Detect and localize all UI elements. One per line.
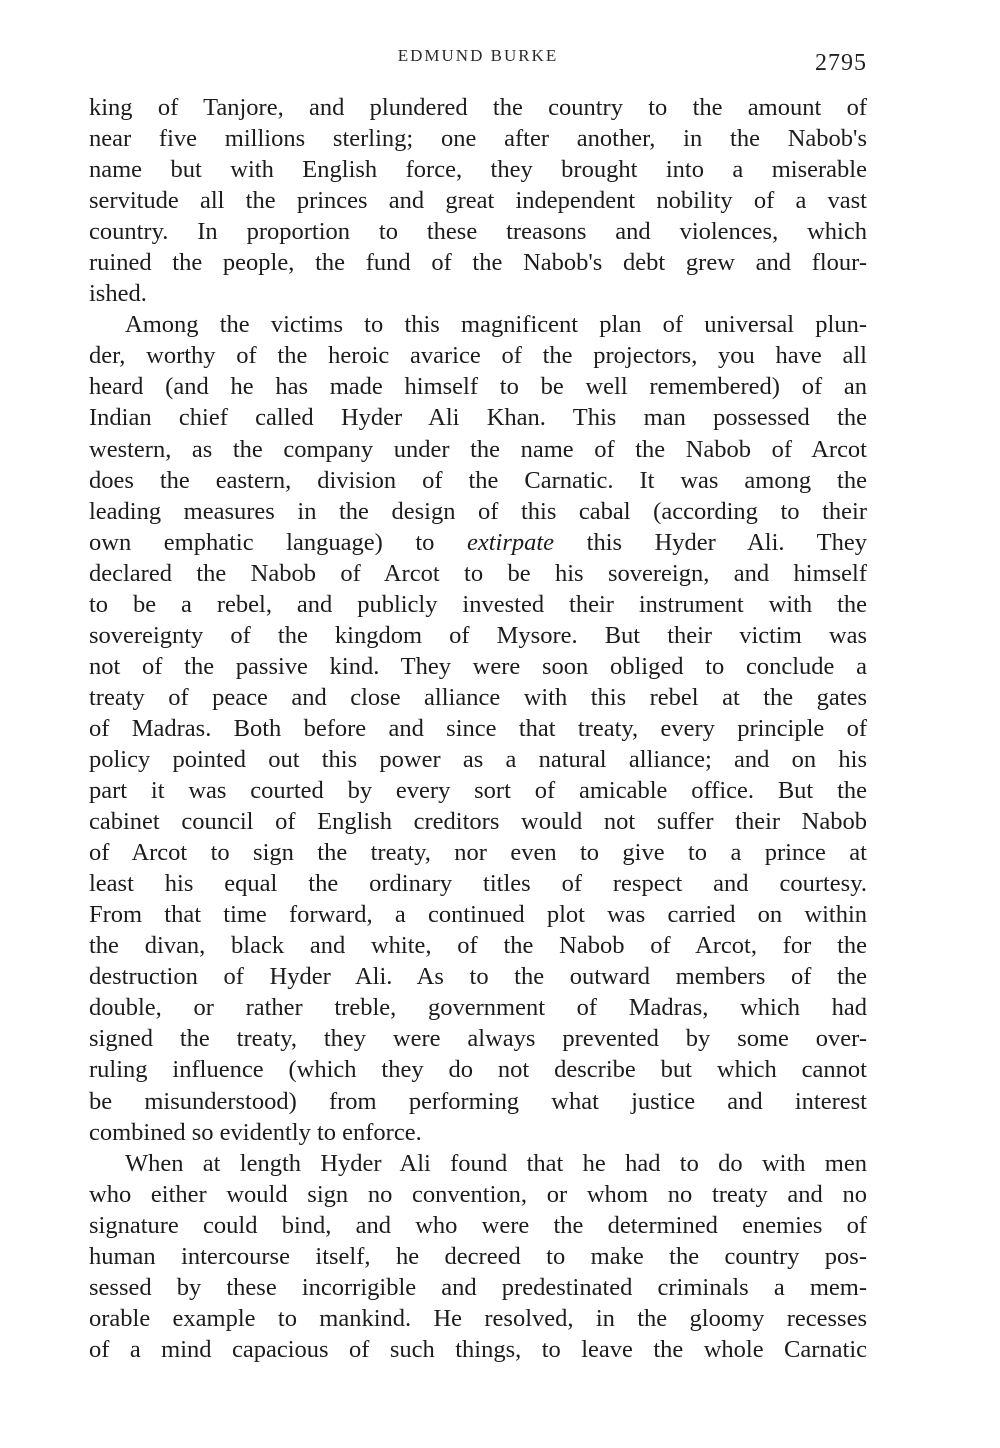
- text-line: leading measures in the design of this cabal (according to their: [89, 497, 867, 525]
- running-head: [89, 44, 867, 74]
- text-segment: this Hyder Ali. They: [554, 528, 867, 556]
- text-line: signed the treaty, they were always prevented by some over-: [89, 1025, 867, 1053]
- text-line: human intercourse itself, he decreed to make the country pos-: [89, 1242, 867, 1270]
- text-line: Indian chief called Hyder Ali Khan. This man possessed the: [89, 404, 867, 432]
- paragraph-3: [89, 1148, 867, 1365]
- paragraph-1: [89, 92, 867, 309]
- body-text: [89, 92, 867, 1365]
- text-line: be misunderstood) from performing what justice and interest: [89, 1087, 867, 1115]
- text-line: cabinet council of English creditors would not suffer their Nabob: [89, 808, 867, 836]
- text-line: who either would sign no convention, or whom no treaty and no: [89, 1180, 867, 1208]
- text-line: From that time forward, a continued plot was carried on within: [89, 901, 867, 929]
- text-line: combined so evidently to enforce.: [89, 1118, 422, 1146]
- text-line: does the eastern, division of the Carnatic. It was among the: [89, 466, 867, 494]
- text-segment: own emphatic language) to: [89, 528, 467, 556]
- text-line: policy pointed out this power as a natural alliance; and on his: [89, 745, 867, 773]
- text-line: declared the Nabob of Arcot to be his sovereign, and himself: [89, 559, 867, 587]
- text-line: of Madras. Both before and since that treaty, every principle of: [89, 714, 867, 742]
- text-line: treaty of peace and close alliance with this rebel at the gates: [89, 683, 867, 711]
- text-line: der, worthy of the heroic avarice of the projectors, you have all: [89, 342, 867, 370]
- text-line: destruction of Hyder Ali. As to the outward members of the: [89, 963, 867, 991]
- text-line-with-emphasis: [89, 527, 867, 558]
- text-line: When at length Hyder Ali found that he had to do with men: [125, 1149, 867, 1177]
- text-line: to be a rebel, and publicly invested their instrument with the: [89, 590, 867, 618]
- text-line: ished.: [89, 280, 147, 308]
- text-line: Among the victims to this magnificent plan of universal plun-: [125, 311, 867, 339]
- text-line: of Arcot to sign the treaty, nor even to give to a prince at: [89, 839, 867, 867]
- text-line: near five millions sterling; one after another, in the Nabob's: [89, 125, 867, 153]
- text-line: sessed by these incorrigible and predestinated criminals a mem-: [89, 1273, 867, 1301]
- page-number: 2795: [815, 50, 867, 76]
- text-line: the divan, black and white, of the Nabob of Arcot, for the: [89, 932, 867, 960]
- text-line: ruined the people, the fund of the Nabob's debt grew and flour-: [89, 249, 867, 277]
- text-line: not of the passive kind. They were soon obliged to conclude a: [89, 652, 867, 680]
- text-line: orable example to mankind. He resolved, in the gloomy recesses: [89, 1304, 867, 1332]
- text-line: sovereignty of the kingdom of Mysore. But their victim was: [89, 621, 867, 649]
- text-line: king of Tanjore, and plundered the country to the amount of: [89, 94, 867, 121]
- text-line: servitude all the princes and great independent nobility of a vast: [89, 187, 867, 215]
- text-line: of a mind capacious of such things, to leave the whole Carnatic: [89, 1335, 867, 1363]
- emphasized-word: extirpate: [466, 528, 555, 556]
- text-line: least his equal the ordinary titles of respect and courtesy.: [89, 870, 867, 898]
- text-line: double, or rather treble, government of Madras, which had: [89, 994, 867, 1022]
- text-line: heard (and he has made himself to be well remembered) of an: [89, 373, 867, 401]
- text-line: part it was courted by every sort of amicable office. But the: [89, 777, 867, 805]
- text-line: ruling influence (which they do not describe but which cannot: [89, 1056, 867, 1084]
- text-line: country. In proportion to these treasons and violences, which: [89, 218, 867, 246]
- text-line: signature could bind, and who were the determined enemies of: [89, 1211, 867, 1239]
- paragraph-2: [89, 309, 867, 1147]
- text-line: name but with English force, they brought into a miserable: [89, 156, 867, 184]
- running-title: EDMUND BURKE: [397, 46, 559, 65]
- text-line: western, as the company under the name of the Nabob of Arcot: [89, 435, 867, 463]
